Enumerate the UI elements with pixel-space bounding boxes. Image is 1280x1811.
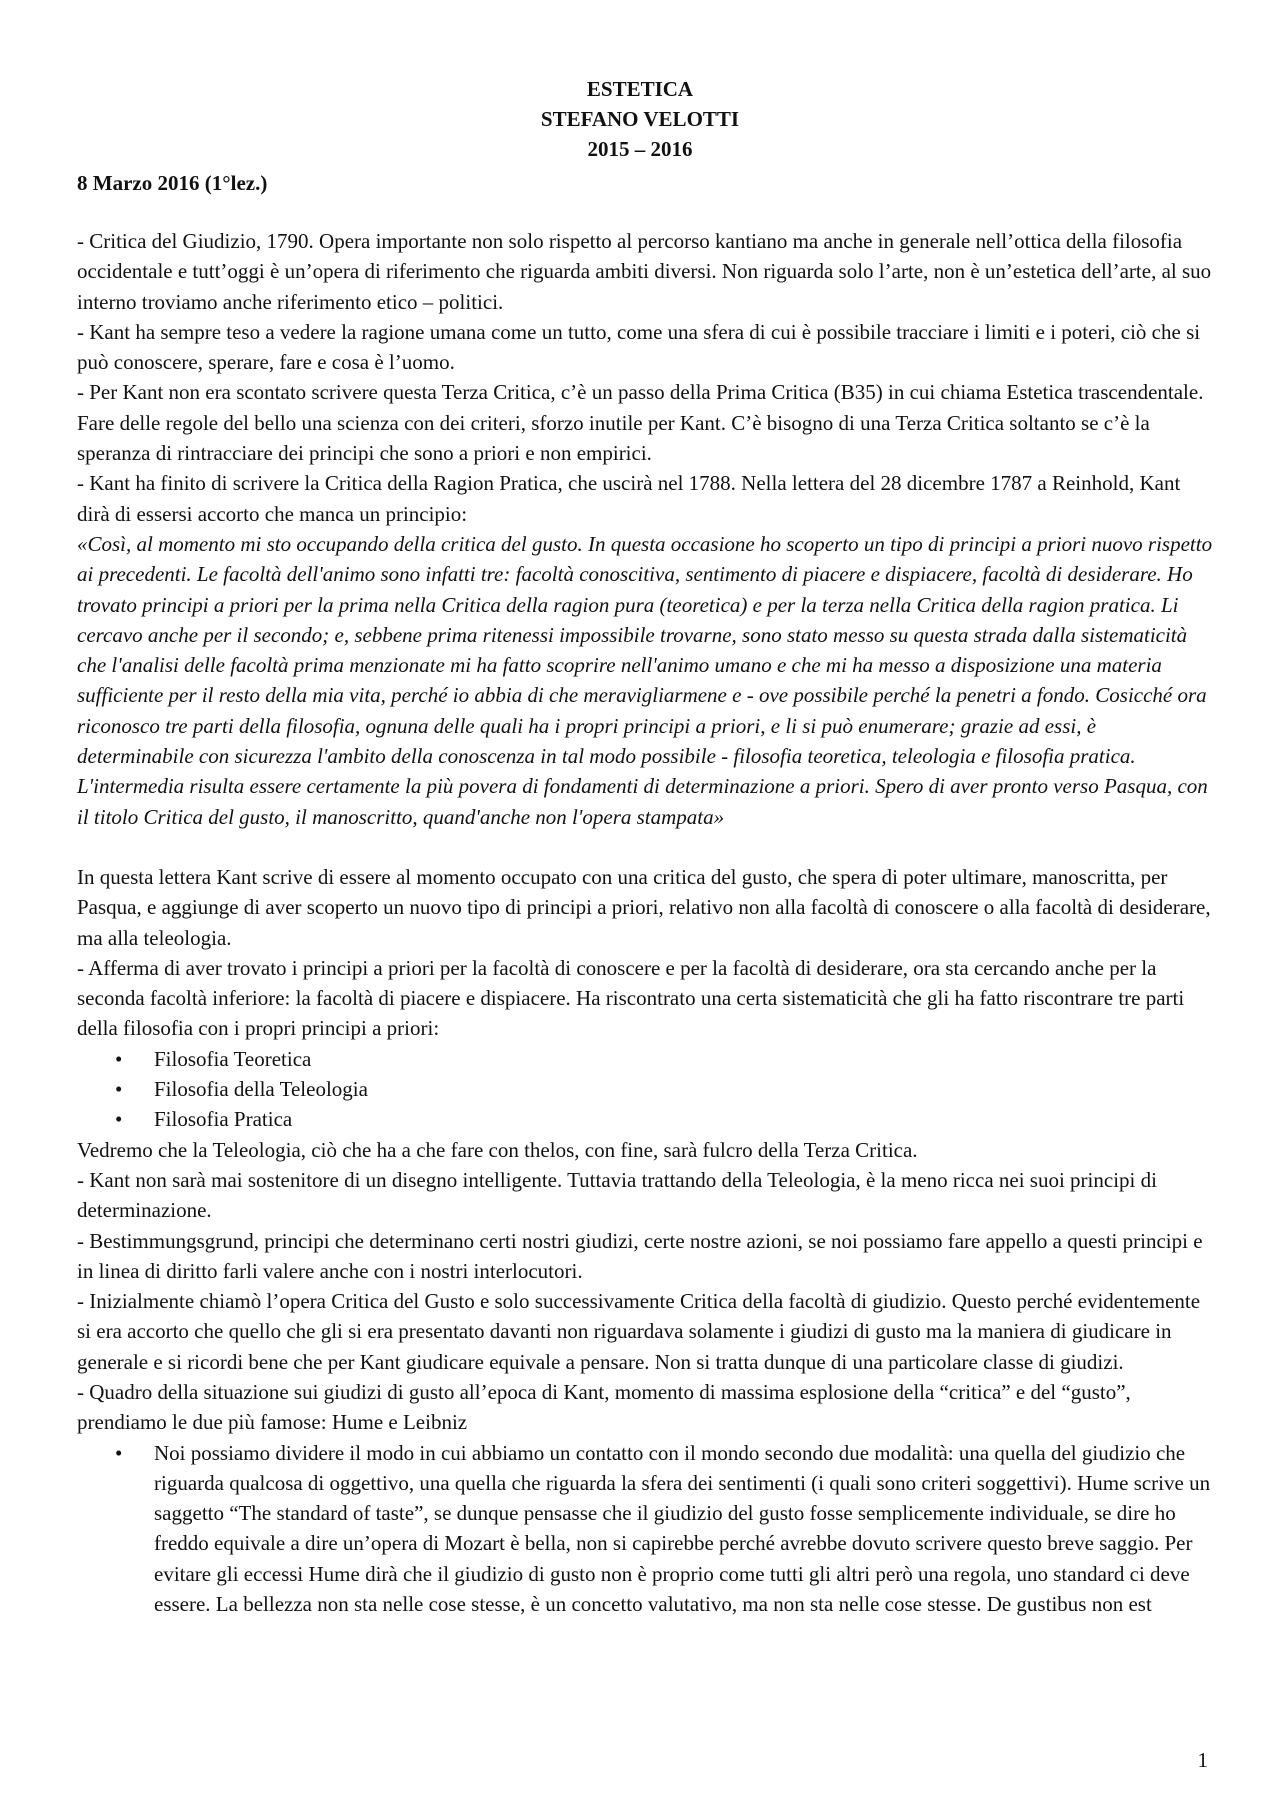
document-body <box>77 226 1213 1619</box>
document-title: ESTETICA <box>586 77 694 101</box>
list-item: • Filosofia Pratica <box>77 1104 1213 1134</box>
document-author: STEFANO VELOTTI <box>540 107 740 131</box>
paragraph: - Kant non sarà mai sostenitore di un disegno intelligente. Tuttavia trattando della Teleologia, è la meno ricca nei suoi principi di determinazione. <box>77 1167 1157 1223</box>
philosophy-list <box>77 1044 1213 1135</box>
list-item: • Filosofia Teoretica <box>77 1044 1213 1074</box>
hume-leibniz-list <box>77 1438 1213 1620</box>
document-years: 2015 – 2016 <box>587 137 693 161</box>
paragraph: - Bestimmungsgrund, principi che determinano certi nostri giudizi, certe nostre azioni, se noi possiamo fare appello a questi principi e in linea di diritto farli valere anche con i nostri interlocutori. <box>77 1228 1203 1283</box>
paragraph: In questa lettera Kant scrive di essere al momento occupato con una critica del gusto, che spera di poter ultimare, manoscritta, per Pasqua, e aggiunge di aver scoperto un nuovo tipo di principi a priori, relativo non alla facoltà di conoscere o alla facoltà di desiderare, ma alla teleologia. <box>77 864 1211 950</box>
paragraph: - Inizialmente chiamò l’opera Critica del Gusto e solo successivamente Critica della facoltà di giudizio. Questo perché evidentemente si era accorto che quello che gli si era presentato davanti non riguardava solamente i giudizi di gusto ma la maniera di giudicare in generale e si ricordi bene che per Kant giudicare equivale a pensare. Non si tratta dunque di una particolare classe di giudizi. <box>77 1289 1201 1374</box>
paragraph: - Per Kant non era scontato scrivere questa Terza Critica, c’è un passo della Prima Critica (B35) in cui chiama Estetica trascendentale. Fare delle regole del bello una scienza con dei criteri, sforzo inutile per Kant. C’è bisogno di una Terza Critica soltanto se c’è la speranza di rintracciare dei principi che sono a priori e non empirici. <box>77 380 1204 466</box>
paragraph: - Kant ha sempre teso a vedere la ragione umana come un tutto, come una sfera di cui è possibile tracciare i limiti e i poteri, ciò che si può conoscere, sperare, fare e cosa è l’uomo. <box>77 319 1201 375</box>
lecture-date: 8 Marzo 2016 (1°lez.) <box>77 171 268 195</box>
paragraph: - Critica del Giudizio, 1790. Opera importante non solo rispetto al percorso kantiano ma anche in generale nell’ottica della filosofia occidentale e tutt’oggi è un’opera di riferimento che riguarda ambiti diversi. Non riguarda solo l’arte, non è un’estetica dell’arte, al suo interno troviamo anche riferimento etico – politici. <box>77 229 1212 314</box>
kant-letter-quote: «Così, al momento mi sto occupando della critica del gusto. In questa occasione ho scoperto un tipo di principi a priori nuovo rispetto ai precedenti. Le facoltà dell'animo sono infatti tre: facoltà conoscitiva, sentimento di piacere e dispiacere, facoltà di desiderare. Ho trovato principi a priori per la prima nella Critica della ragion pura (teoretica) e per la terza nella Critica della ragion pratica. Li cercavo anche per il secondo; e, sebbene prima ritenessi impossibile trovarne, sono stato messo su questa strada dalla sistematicità che l'analisi delle facoltà prima menzionate mi ha fatto scoprire nell'animo umano e che mi ha messo a disposizione una materia sufficiente per il resto della mia vita, perché io abbia di che meravigliarmene e - ove possibile perché la penetri a fondo. Cosicché ora riconosco tre parti della filosofia, ognuna delle quali ha i propri principi a priori, e li si può enumerare; grazie ad essi, è determinabile con sicurezza l'ambito della conoscenza in tal modo possibile - filosofia teoretica, teleologia e filosofia pratica. L'intermedia risulta essere certamente la più povera di fondamenti di determinazione a priori. Spero di aver pronto verso Pasqua, con il titolo Critica del gusto, il manoscritto, quand'anche non l'opera stampata» <box>77 531 1213 829</box>
page-number: 1 <box>1197 1748 1208 1772</box>
paragraph: Vedremo che la Teleologia, ciò che ha a che fare con thelos, con fine, sarà fulcro della Terza Critica. <box>77 1137 918 1162</box>
document-header <box>0 74 1280 164</box>
paragraph: - Afferma di aver trovato i principi a priori per la facoltà di conoscere e per la facoltà di desiderare, ora sta cercando anche per la seconda facoltà inferiore: la facoltà di piacere e dispiacere. Ha riscontrato una certa sistematicità che gli ha fatto riscontrare tre parti della filosofia con i propri principi a priori: <box>77 955 1185 1041</box>
list-item: • Noi possiamo dividere il modo in cui abbiamo un contatto con il mondo secondo due modalità: una quella del giudizio che riguarda qualcosa di oggettivo, una quella che riguarda la sfera dei sentimenti (i quali sono criteri soggettivi). Hume scrive un saggetto “The standard of taste”, se dunque pensasse che il giudizio del gusto fosse semplicemente individuale, se dire ho freddo equivale a dire un’opera di Mozart è bella, non si capirebbe perché avrebbe dovuto scrivere questo breve saggio. Per evitare gli eccessi Hume dirà che il giudizio di gusto non è proprio come tutti gli altri però una regola, uno standard ci deve essere. La bellezza non sta nelle cose stesse, è un concetto valutativo, ma non sta nelle cose stesse. De gustibus non est <box>77 1438 1213 1620</box>
paragraph: - Quadro della situazione sui giudizi di gusto all’epoca di Kant, momento di massima esplosione della “critica” e del “gusto”, prendiamo le due più famose: Hume e Leibniz <box>77 1379 1131 1435</box>
spacer <box>77 832 1213 862</box>
paragraph: - Kant ha finito di scrivere la Critica della Ragion Pratica, che uscirà nel 1788. Nella lettera del 28 dicembre 1787 a Reinhold, Kant dirà di essersi accorto che manca un principio: <box>77 471 1181 526</box>
list-item: • Filosofia della Teleologia <box>77 1074 1213 1104</box>
